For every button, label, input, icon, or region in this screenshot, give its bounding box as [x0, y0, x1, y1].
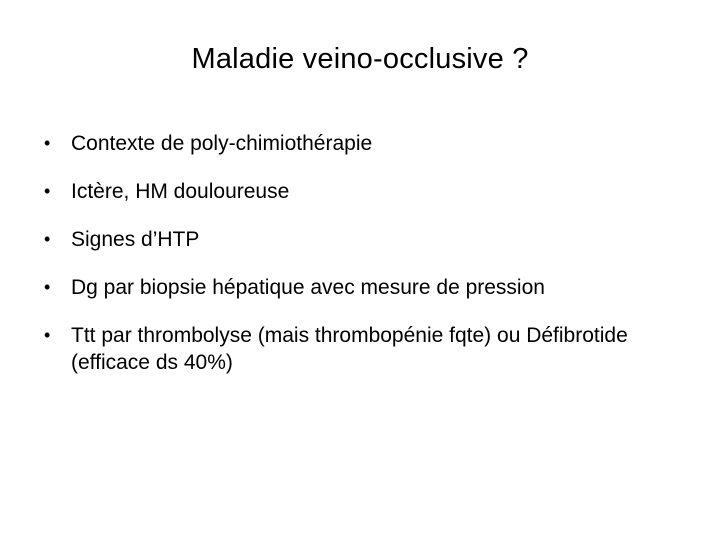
bullet-list	[44, 130, 684, 397]
bullet-icon: •	[44, 229, 51, 249]
bullet-icon: •	[44, 181, 51, 201]
bullet-text: Ictère, HM douloureuse	[71, 180, 290, 203]
bullet-icon: •	[44, 133, 51, 153]
bullet-item-3	[44, 226, 684, 253]
bullet-item-1	[44, 130, 684, 157]
bullet-icon: •	[44, 325, 51, 345]
bullet-item-4	[44, 274, 684, 301]
slide-title: Maladie veino-occlusive ?	[191, 43, 529, 75]
bullet-text: Signes d’HTP	[71, 228, 200, 251]
bullet-icon: •	[44, 277, 51, 297]
bullet-text: Ttt par thrombolyse (mais thrombopénie fqte) ou Défibrotide (efficace ds 40%)	[71, 324, 628, 374]
bullet-text: Dg par biopsie hépatique avec mesure de pression	[71, 276, 545, 299]
bullet-text: Contexte de poly-chimiothérapie	[71, 132, 373, 155]
bullet-item-5	[44, 322, 684, 376]
bullet-item-2	[44, 178, 684, 205]
